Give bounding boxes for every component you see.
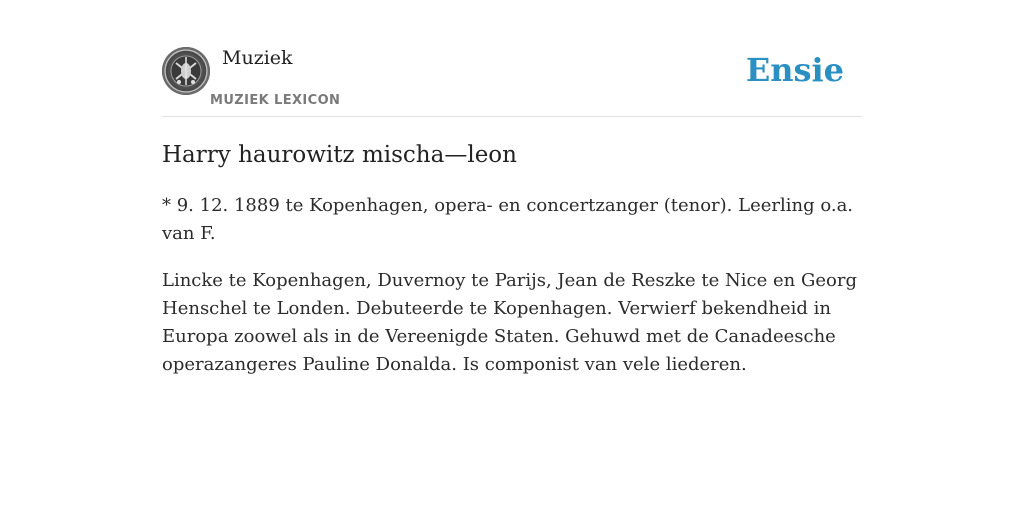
category-link[interactable]: Muziek: [222, 47, 293, 69]
music-emblem-icon[interactable]: [162, 47, 210, 95]
brand-logo[interactable]: Ensie: [745, 51, 844, 89]
page-title: Harry haurowitz mischa—leon: [162, 142, 517, 168]
header: [162, 40, 862, 117]
lexicon-link[interactable]: MUZIEK LEXICON: [210, 93, 341, 108]
article-content: [162, 192, 862, 398]
article-paragraph: Lincke te Kopenhagen, Duvernoy te Parijs, Jean de Reszke te Nice en Georg Henschel te Londen. Debuteerde te Kopenhagen. Verwierf bekendheid in Europa zoowel als in de Vereenigde Staten. Gehuwd met de Canadeesche operazangeres Pauline Donalda. Is componist van vele liederen.: [162, 270, 857, 375]
article-paragraph: * 9. 12. 1889 te Kopenhagen, opera- en concertzanger (tenor). Leerling o.a. van F.: [162, 195, 854, 244]
